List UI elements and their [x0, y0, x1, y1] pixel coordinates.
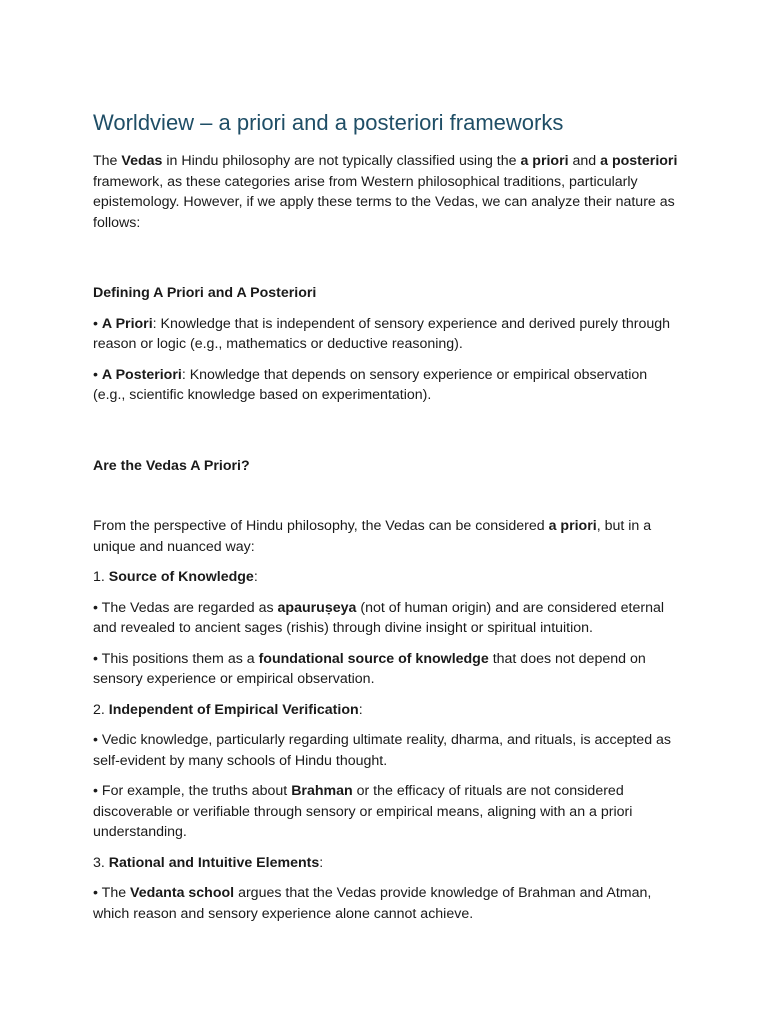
- intro-bold-a-posteriori: a posteriori: [600, 153, 678, 169]
- colon: :: [253, 569, 258, 585]
- definition-text: : Knowledge that is independent of sensory experience and derived purely through reason or logic (e.g., mathematics or deductive reasoning).: [93, 315, 671, 352]
- colon: :: [319, 854, 324, 871]
- numbered-heading-title: Rational and Intuitive Elements: [108, 854, 320, 871]
- bullet-text: or the efficacy of rituals are not considered discoverable or verifiable through sensory or empirical means, aligning with an a priori understanding.: [93, 783, 633, 840]
- bullet-text: • The Vedas are regarded as: [93, 599, 278, 616]
- spacer: [93, 243, 680, 283]
- bullet-paragraph: [93, 598, 680, 639]
- bullet-bold: Vedanta school: [130, 885, 235, 901]
- numbered-heading-title: Independent of Empirical Verification: [108, 701, 359, 718]
- perspective-bold: a priori: [548, 518, 597, 534]
- definition-a-priori: [93, 314, 680, 355]
- numbered-heading-2: [93, 700, 680, 721]
- bullet: •: [93, 315, 102, 332]
- section-heading-question: Are the Vedas A Priori?: [93, 457, 250, 474]
- colon: :: [358, 701, 363, 718]
- bullet-text: • This positions them as a: [93, 650, 259, 667]
- intro-text-4: framework, as these categories arise from Western philosophical traditions, particularly epistemology. However, if we apply these terms to the Vedas, we can analyze their nature as follows:: [93, 173, 675, 231]
- bullet-bold: apauruṣeya: [277, 599, 357, 616]
- definition-a-posteriori: [93, 365, 680, 406]
- intro-text-3: and: [568, 153, 601, 169]
- definition-text: : Knowledge that depends on sensory experience or empirical observation (e.g., scientific knowledge based on experimentation).: [93, 366, 648, 403]
- bullet-paragraph: [93, 781, 680, 843]
- bullet-text: (not of human origin) and are considered eternal and revealed to ancient sages (rishis) through divine insight or spiritual intuition.: [93, 599, 665, 636]
- bullet: •: [93, 366, 102, 383]
- spacer: [93, 304, 680, 314]
- bullet-bold: foundational source of knowledge: [258, 650, 489, 667]
- intro-bold-vedas: Vedas: [121, 153, 163, 169]
- bullet-paragraph: [93, 649, 680, 690]
- list-number: 2.: [93, 701, 109, 718]
- bullet-text: argues that the Vedas provide knowledge of Brahman and Atman, which reason and sensory experience alone cannot achieve.: [93, 885, 652, 922]
- perspective-text-2: , but in a unique and nuanced way:: [93, 518, 652, 555]
- page-title: Worldview – a priori and a posteriori frameworks: [93, 110, 564, 135]
- list-number: 3.: [93, 854, 109, 871]
- list-number: 1.: [93, 569, 109, 585]
- numbered-heading-title: Source of Knowledge: [108, 569, 254, 585]
- bullet-text: • The: [93, 885, 131, 901]
- intro-paragraph: [93, 151, 680, 233]
- spacer: [93, 416, 680, 456]
- bullet-text: that does not depend on sensory experience or empirical observation.: [93, 650, 646, 687]
- intro-bold-a-priori: a priori: [520, 153, 569, 169]
- bullet-text: • Vedic knowledge, particularly regarding ultimate reality, dharma, and rituals, is accepted as self-evident by many schools of Hindu thought.: [93, 732, 672, 769]
- perspective-text-1: From the perspective of Hindu philosophy, the Vedas can be considered: [93, 518, 549, 534]
- bullet-bold: Brahman: [291, 783, 353, 799]
- bullet-text: • For example, the truths about: [93, 783, 292, 799]
- section-heading-defining: Defining A Priori and A Posteriori: [93, 285, 317, 301]
- intro-text-1: The: [93, 153, 122, 169]
- numbered-heading-1: [93, 567, 680, 588]
- bullet-paragraph: [93, 730, 680, 771]
- definition-term: A Posteriori: [101, 366, 182, 383]
- definition-term: A Priori: [101, 315, 153, 332]
- spacer: [93, 476, 680, 516]
- perspective-paragraph: [93, 516, 680, 557]
- numbered-heading-3: [93, 853, 680, 874]
- intro-text-2: in Hindu philosophy are not typically classified using the: [162, 153, 521, 169]
- bullet-paragraph: [93, 883, 680, 924]
